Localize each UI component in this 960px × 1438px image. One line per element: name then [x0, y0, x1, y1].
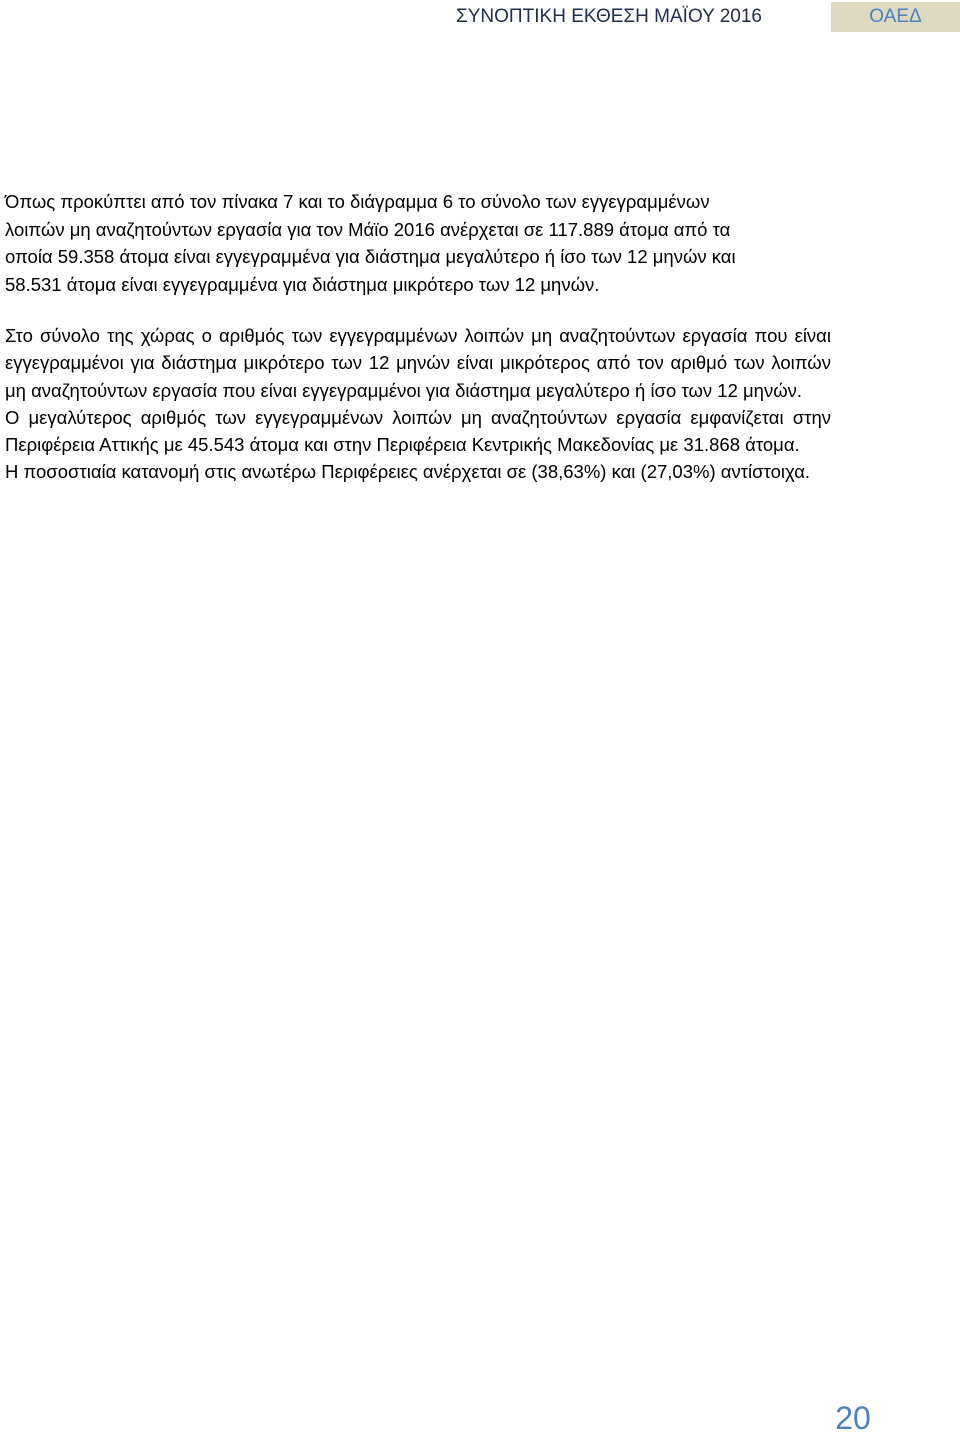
page-number: 20: [835, 1400, 871, 1436]
summary-paragraph: [5, 188, 840, 298]
summary-line: λοιπών μη αναζητούντων εργασία για τον Μάϊο 2016 ανέρχεται σε 117.889 άτομα από τα: [5, 218, 731, 240]
analysis-paragraph: [5, 322, 831, 486]
page-header: [0, 0, 960, 34]
summary-line: οποία 59.358 άτομα είναι εγγεγραμμένα για διάστημα μεγαλύτερο ή ίσο των 12 μηνών και: [5, 246, 736, 267]
summary-line: 58.531 άτομα είναι εγγεγραμμένα για διάστημα μικρότερο των 12 μηνών.: [5, 273, 600, 295]
analysis-text-regions: Ο μεγαλύτερος αριθμός των εγγεγραμμένων λοιπών μη αναζητούντων εργασία εμφανίζεται στην Περιφέρεια Αττικής με 45.543 άτομα και στην Περιφέρεια Κεντρικής Μακεδονίας με 31.868 άτομα.: [5, 406, 831, 456]
organization-label: ΟΑΕΔ: [831, 2, 960, 32]
report-title: ΣΥΝΟΠΤΙΚΗ ΕΚΘΕΣΗ ΜΑΪΟΥ 2016: [456, 6, 762, 27]
analysis-text-percentages: Η ποσοστιαία κατανομή στις ανωτέρω Περιφέρειες ανέρχεται σε (38,63%) και (27,03%) αντίστοιχα.: [5, 461, 811, 483]
summary-line: Όπως προκύπτει από τον πίνακα 7 και το διάγραμμα 6 το σύνολο των εγγεγραμμένων: [5, 191, 710, 212]
analysis-text-comparison: Στο σύνολο της χώρας ο αριθμός των εγγεγραμμένων λοιπών μη αναζητούντων εργασία που είναι εγγεγραμμένοι για διάστημα μικρότερο των 12 μηνών είναι μικρότερος από τον αριθμό των λοιπών μη αναζητούντων εργασία που είναι εγγεγραμμένοι για διάστημα μεγαλύτερο ή ίσο των 12 μηνών.: [5, 325, 831, 401]
